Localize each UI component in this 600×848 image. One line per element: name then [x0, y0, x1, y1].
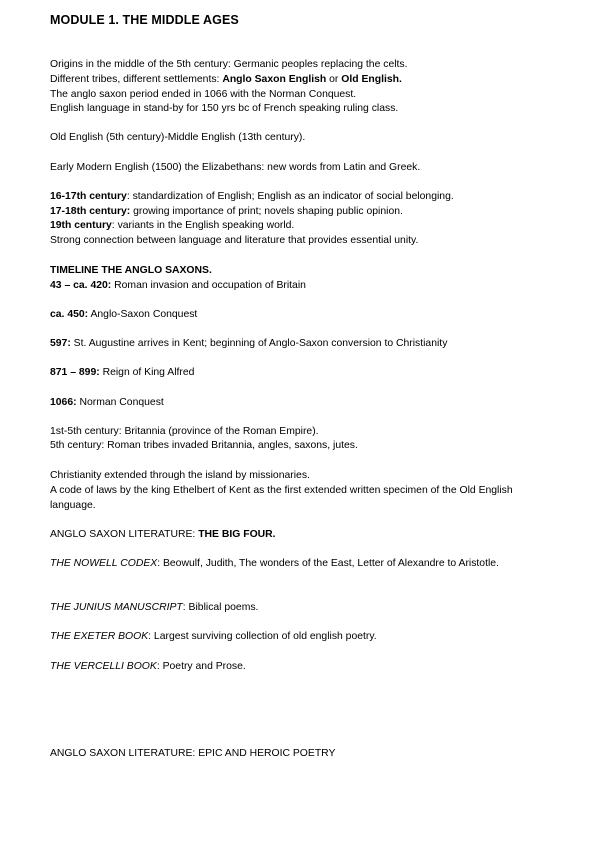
timeline-event-2: [50, 308, 197, 323]
epic-heroic-heading: ANGLO SAXON LITERATURE: EPIC AND HEROIC POETRY: [50, 748, 336, 759]
event-date: 597:: [50, 338, 71, 349]
early-modern-english: Early Modern English (1500) the Elizabethans: new words from Latin and Greek.: [50, 162, 421, 173]
text: : Largest surviving collection of old english poetry.: [148, 631, 377, 642]
text: : Beowulf, Judith, The wonders of the East, Letter of Alexandre to Aristotle.: [157, 558, 499, 569]
event-date: 43 – ca. 420:: [50, 280, 112, 291]
event-text: Reign of King Alfred: [99, 367, 195, 378]
bold-text: Old English.: [341, 74, 402, 85]
text: : Poetry and Prose.: [156, 661, 246, 672]
italic-title: THE EXETER BOOK: [50, 631, 149, 642]
text: : standardization of English; English as an indicator of social belonging.: [126, 191, 454, 202]
bold-text: Anglo Saxon English: [222, 74, 327, 85]
intro-line-1: [50, 58, 408, 73]
junius-manuscript: [50, 601, 258, 616]
century-16-17: [50, 190, 454, 205]
language-literature-unity: Strong connection between language and literature that provides essential unity.: [50, 235, 419, 246]
intro-line-4: English language in stand-by for 150 yrs bc of French speaking ruling class.: [50, 103, 399, 114]
event-text: St. Augustine arrives in Kent; beginning of Anglo-Saxon conversion to Christianity: [70, 338, 448, 349]
timeline-event-4: [50, 366, 194, 381]
bold-text: 17-18th century:: [50, 206, 131, 217]
text: ANGLO SAXON LITERATURE:: [50, 529, 199, 540]
bold-text: 19th century: [50, 220, 112, 231]
timeline-event-3: [50, 337, 447, 352]
event-date: 871 – 899:: [50, 367, 100, 378]
text: : Biblical poems.: [182, 602, 259, 613]
intro-line-2: [50, 73, 402, 88]
event-text: Roman invasion and occupation of Britain: [111, 280, 306, 291]
century-17-18: [50, 205, 403, 220]
event-date: 1066:: [50, 397, 77, 408]
event-text: Anglo-Saxon Conquest: [88, 309, 198, 320]
event-date: ca. 450:: [50, 309, 89, 320]
timeline-event-5: [50, 396, 164, 411]
nowell-codex: [50, 557, 520, 572]
exeter-book: [50, 630, 377, 645]
event-text: Norman Conquest: [76, 397, 164, 408]
christianity-line-1: Christianity extended through the island by missionaries.: [50, 470, 310, 481]
christianity-line-2: A code of laws by the king Ethelbert of Kent as the first extended written specimen of the Old English language.: [50, 485, 513, 511]
text: growing importance of print; novels shaping public opinion.: [130, 206, 403, 217]
vercelli-book: [50, 660, 246, 675]
text: Origins in the middle of the 5th century: Germanic peoples replacing the celts.: [50, 59, 408, 70]
italic-title: THE JUNIUS MANUSCRIPT: [50, 602, 183, 613]
century-19: [50, 219, 294, 234]
timeline-heading: TIMELINE THE ANGLO SAXONS.: [50, 265, 212, 276]
page-title: MODULE 1. THE MIDDLE AGES: [50, 13, 239, 27]
literature-heading: [50, 528, 276, 543]
italic-title: THE VERCELLI BOOK: [50, 661, 157, 672]
britannia-line-2: 5th century: Roman tribes invaded Britannia, angles, saxons, jutes.: [50, 440, 358, 451]
britannia-line-1: 1st-5th century: Britannia (province of the Roman Empire).: [50, 426, 319, 437]
text: or: [326, 74, 342, 85]
text: Different tribes, different settlements:: [50, 74, 223, 85]
intro-line-3: The anglo saxon period ended in 1066 with the Norman Conquest.: [50, 89, 357, 100]
bold-text: THE BIG FOUR.: [198, 529, 276, 540]
italic-title: THE NOWELL CODEX: [50, 558, 158, 569]
bold-text: 16-17th century: [50, 191, 127, 202]
old-middle-english: Old English (5th century)-Middle English (13th century).: [50, 132, 306, 143]
text: : variants in the English speaking world.: [111, 220, 295, 231]
timeline-event-1: [50, 279, 306, 294]
